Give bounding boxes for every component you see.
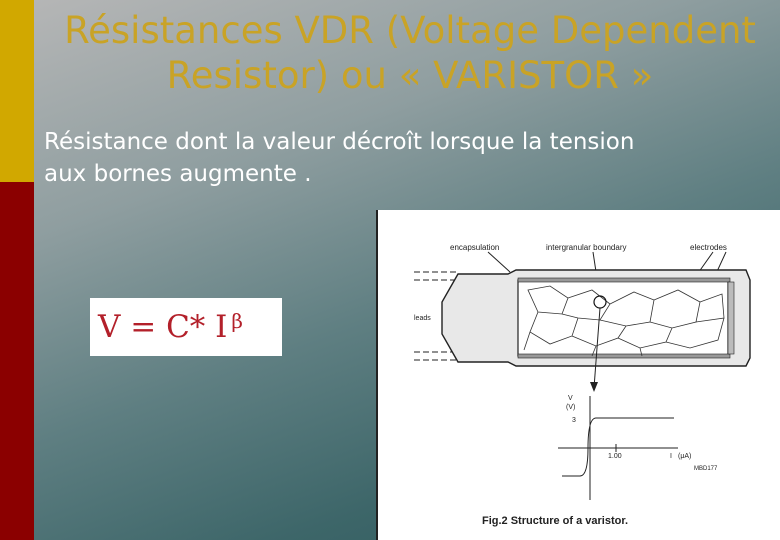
gold-side-bar bbox=[0, 0, 34, 182]
varistor-diagram bbox=[378, 210, 780, 540]
red-side-bar bbox=[0, 182, 34, 540]
label-electrodes: electrodes bbox=[690, 243, 727, 252]
label-v-unit: (V) bbox=[566, 404, 576, 411]
label-intergranular: intergranular boundary bbox=[546, 243, 627, 252]
label-v-axis: V bbox=[568, 395, 573, 402]
slide-body-text: Résistance dont la valeur décroît lorsque la tension aux bornes augmente . bbox=[44, 129, 635, 187]
slide-title: Résistances VDR (Voltage Dependent Resistor) ou « VARISTOR » bbox=[64, 9, 756, 97]
label-code: MBD177 bbox=[694, 466, 718, 472]
label-v-tick: 3 bbox=[572, 417, 576, 424]
formula-box bbox=[90, 298, 282, 356]
label-i-tick: 1.00 bbox=[608, 453, 622, 460]
label-i-unit: (μA) bbox=[678, 453, 692, 460]
label-leads: leads bbox=[414, 315, 431, 322]
formula-exponent: β bbox=[231, 309, 243, 333]
label-encapsulation: encapsulation bbox=[450, 243, 500, 252]
varistor-figure bbox=[376, 210, 780, 540]
formula-main: V = C* I bbox=[98, 309, 228, 345]
figure-caption: Fig.2 Structure of a varistor. bbox=[482, 515, 629, 527]
label-i-axis: I bbox=[670, 453, 672, 460]
